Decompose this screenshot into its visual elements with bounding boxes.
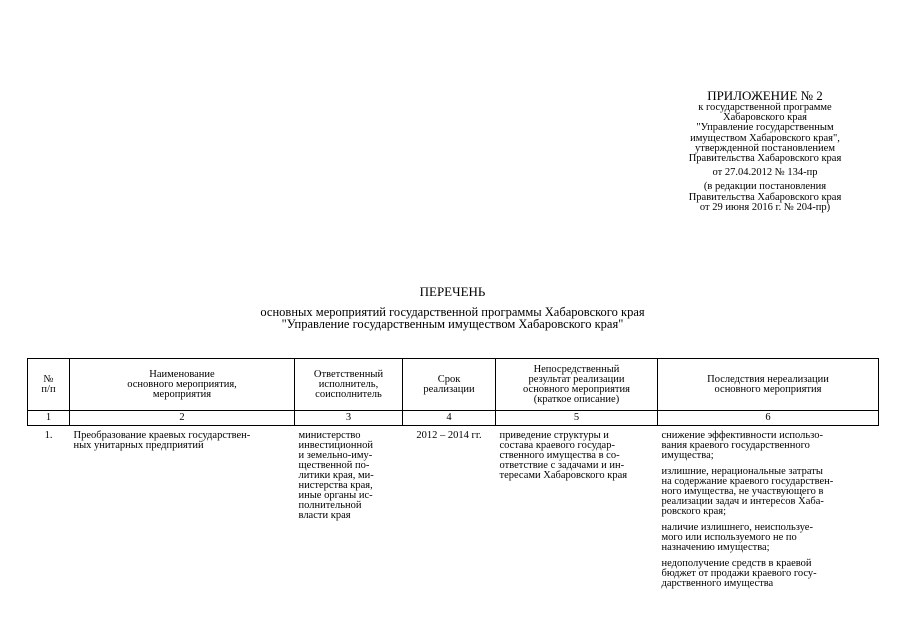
appendix-line: Правительства Хабаровского края (688, 153, 842, 165)
non-implementation-consequences (658, 426, 879, 596)
column-number: 4 (403, 411, 496, 426)
appendix-line: от 27.04.2012 № 134-пр (712, 167, 818, 179)
consequence-item: наличие излишнего, неиспользуе- мого или используемого не по назначению имущества; (661, 522, 813, 553)
responsible-executor: министерство инвестиционной и земельно-иму- щественной по- литики края, ми- нистерства края, иные органы ис- полнительной власти края (298, 430, 374, 521)
header-period: Срок реализации (403, 359, 496, 411)
row-number: 1. (44, 430, 53, 441)
document-title: ПЕРЕЧЕНЬ (419, 284, 486, 299)
document-subtitle-line1: основных мероприятий государственной программы Хабаровского края (260, 305, 645, 319)
column-number: 3 (295, 411, 403, 426)
consequence-item: снижение эффективности использо- вания краевого государственного имущества; (661, 430, 823, 461)
table-header-row (28, 359, 879, 411)
consequence-item: излишние, нерациональные затраты на содержание краевого государствен- ного имущества, не участвующего в реализации задач и интересов Хаба- ровского края; (661, 466, 834, 517)
edition-note-line: от 29 июня 2016 г. № 204-пр) (699, 201, 831, 213)
appendix-line: утвержденной постановлением (695, 142, 835, 154)
column-number: 5 (496, 411, 658, 426)
edition-note-line: (в редакции постановления (703, 181, 827, 193)
table-row (28, 426, 879, 596)
header-activity-name: Наименование основного мероприятия, мероприятия (70, 359, 295, 411)
consequence-item: недополучение средств в краевой бюджет от продажи краевого госу- дарственного имущества (661, 558, 817, 589)
appendix-line: имуществом Хабаровского края", (690, 132, 840, 144)
header-number: № п/п (28, 359, 70, 411)
appendix-block (640, 88, 890, 213)
header-consequences: Последствия нереализации основного мероприятия (658, 359, 879, 411)
header-direct-result: Непосредственный результат реализации основного мероприятия (краткое описание) (496, 359, 658, 411)
column-number-row (28, 411, 879, 426)
appendix-line: Хабаровского края (723, 112, 807, 124)
column-number: 2 (70, 411, 295, 426)
column-number: 1 (28, 411, 70, 426)
document-heading (0, 284, 905, 330)
appendix-title: ПРИЛОЖЕНИЕ № 2 (707, 88, 823, 103)
document-subtitle-line2: "Управление государственным имуществом Хабаровского края" (281, 317, 624, 331)
direct-result: приведение структуры и состава краевого государ- ственного имущества в со- ответствие с задачами и ин- тересами Хабаровского края (499, 430, 628, 481)
activity-name: Преобразование краевых государствен- ных унитарных предприятий (73, 430, 251, 451)
edition-note-line: Правительства Хабаровского края (688, 191, 842, 203)
header-responsible: Ответственный исполнитель, соисполнитель (295, 359, 403, 411)
implementation-period: 2012 – 2014 гг. (416, 430, 482, 441)
appendix-line: "Управление государственным (696, 122, 834, 134)
appendix-line: к государственной программе (698, 102, 832, 113)
column-number: 6 (658, 411, 879, 426)
activities-table (27, 358, 879, 595)
